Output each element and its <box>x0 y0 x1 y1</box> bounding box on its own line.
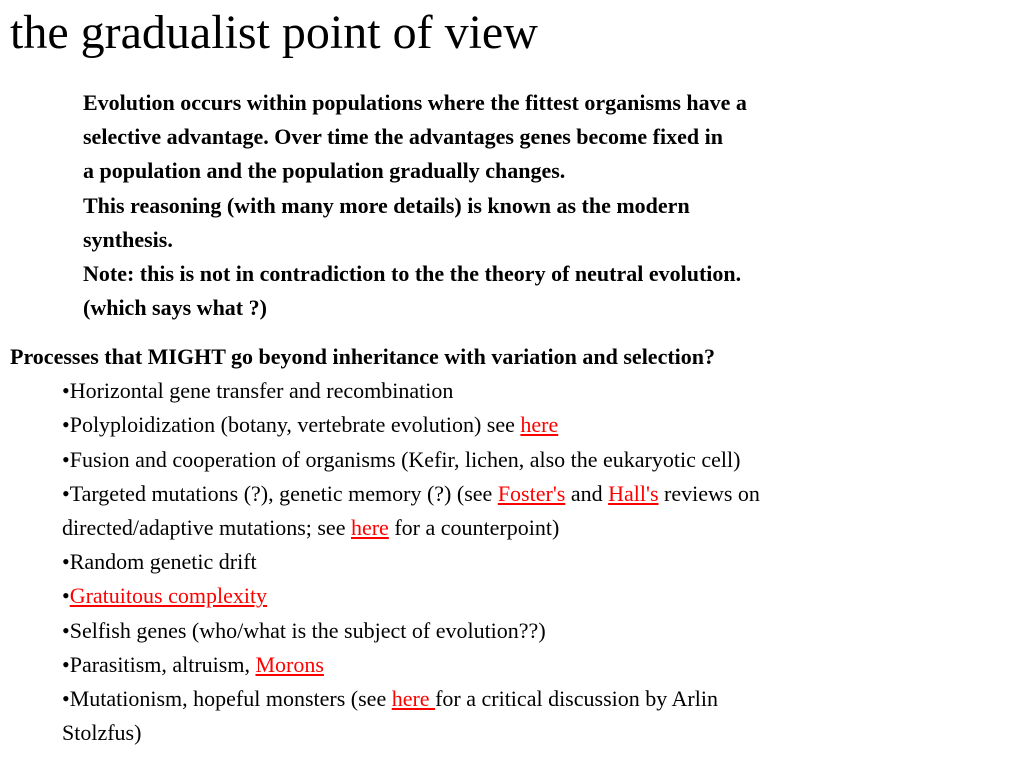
intro-line: This reasoning (with many more details) is known as the modern <box>83 192 690 218</box>
list-item-selfish-genes <box>62 614 1010 648</box>
item-text: •Horizontal gene transfer and recombination <box>62 378 454 404</box>
fosters-link[interactable]: Foster's <box>497 480 566 506</box>
list-item-horizontal-gene-transfer <box>62 374 1010 408</box>
list-item-gratuitous-complexity <box>62 579 1010 613</box>
item-line <box>62 716 1010 750</box>
bullet: • <box>62 583 70 609</box>
processes-section <box>10 340 1010 750</box>
item-text: •Polyploidization (botany, vertebrate evolution) see <box>62 412 521 438</box>
item-text: •Parasitism, altruism, <box>62 651 256 677</box>
counterpoint-here-link[interactable]: here <box>350 515 389 541</box>
intro-line: Note: this is not in contradiction to the the theory of neutral evolution. <box>83 261 742 287</box>
processes-heading: Processes that MIGHT go beyond inheritance with variation and selection? <box>10 344 716 369</box>
list-item-fusion <box>62 443 1010 477</box>
gratuitous-complexity-link[interactable]: Gratuitous complexity <box>69 583 268 609</box>
item-text: for a counterpoint) <box>388 515 560 541</box>
item-text: for a critical discussion by Arlin <box>435 686 718 712</box>
item-text: reviews on <box>658 480 760 506</box>
intro-line: a population and the population gradually changes. <box>83 158 566 184</box>
item-text: •Targeted mutations (?), genetic memory (?) (see <box>62 480 498 506</box>
intro-line: synthesis. <box>83 226 173 252</box>
item-text: •Random genetic drift <box>62 549 257 575</box>
item-text: Stolzfus) <box>62 720 142 746</box>
mutationism-here-link[interactable]: here <box>391 686 436 712</box>
list-item-random-drift <box>62 545 1010 579</box>
halls-link[interactable]: Hall's <box>608 480 659 506</box>
intro-paragraph <box>83 86 1003 325</box>
list-item-mutationism <box>62 682 1010 750</box>
polyploidization-here-link[interactable]: here <box>520 412 559 438</box>
item-line <box>62 511 1010 545</box>
item-line <box>62 477 1010 511</box>
item-line <box>62 682 1010 716</box>
intro-line: selective advantage. Over time the advantages genes become fixed in <box>83 124 723 150</box>
processes-list <box>10 374 1010 750</box>
list-item-targeted-mutations <box>62 477 1010 545</box>
list-item-polyploidization <box>62 408 1010 442</box>
item-text: •Selfish genes (who/what is the subject of evolution??) <box>62 617 546 643</box>
page-title: the gradualist point of view <box>10 6 538 59</box>
intro-line: (which says what ?) <box>83 295 267 321</box>
item-text: •Mutationism, hopeful monsters (see <box>62 686 392 712</box>
item-text: and <box>565 480 609 506</box>
intro-line: Evolution occurs within populations where the fittest organisms have a <box>83 90 747 115</box>
item-text: directed/adaptive mutations; see <box>62 515 351 541</box>
item-text: •Fusion and cooperation of organisms (Kefir, lichen, also the eukaryotic cell) <box>62 446 741 472</box>
morons-link[interactable]: Morons <box>255 651 324 677</box>
list-item-parasitism <box>62 648 1010 682</box>
